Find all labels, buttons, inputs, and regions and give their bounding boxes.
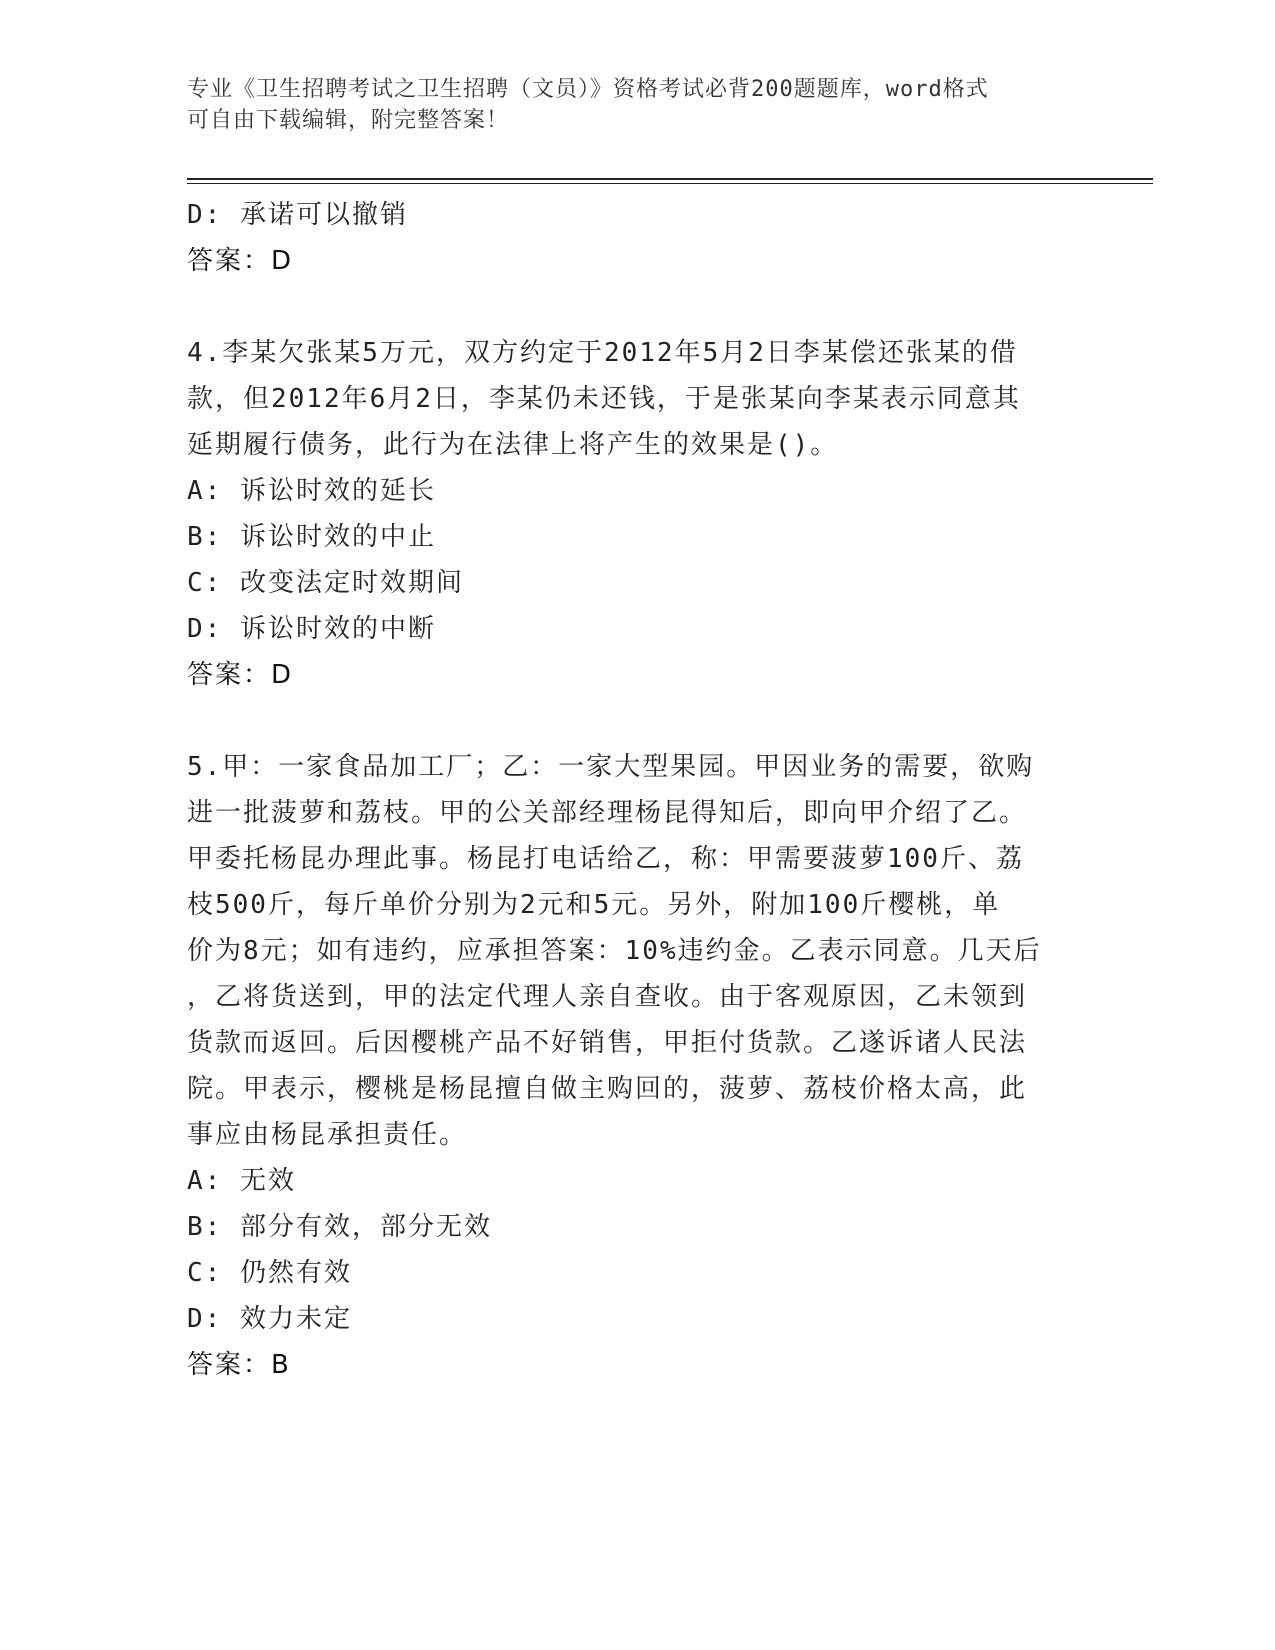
header-line: 可自由下载编辑，附完整答案！ — [187, 108, 510, 133]
header-divider-thick — [187, 178, 1153, 180]
question-5-text-line: 价为8元；如有违约，应承担答案：10%违约金。乙表示同意。几天后 — [187, 936, 1042, 966]
question-4-text-line: 款，但2012年6月2日，李某仍未还钱，于是张某向李某表示同意其 — [187, 384, 1021, 414]
question-4-option-b: B: 诉讼时效的中止 — [187, 522, 436, 552]
prev-question-answer: 答案：D — [187, 246, 294, 276]
spacer — [187, 284, 1077, 330]
question-5-option-a: A: 无效 — [187, 1166, 296, 1196]
question-5-answer: 答案：B — [187, 1350, 291, 1380]
question-4-answer: 答案：D — [187, 660, 294, 690]
question-4-option-d: D: 诉讼时效的中断 — [187, 614, 436, 644]
question-5-option-b: B: 部分有效，部分无效 — [187, 1212, 492, 1242]
prev-question-option-d: D: 承诺可以撤销 — [187, 200, 408, 230]
question-5-text-line: ，乙将货送到，甲的法定代理人亲自查收。由于客观原因，乙未领到 — [187, 982, 1028, 1012]
spacer — [187, 698, 1077, 744]
question-4-text-line: 延期履行债务，此行为在法律上将产生的效果是()。 — [187, 430, 839, 460]
question-5-text-line: 事应由杨昆承担责任。 — [187, 1120, 468, 1150]
question-5-text-line: 甲委托杨昆办理此事。杨昆打电话给乙，称：甲需要菠萝100斤、荔 — [187, 844, 1024, 874]
question-4-text-line: 4.李某欠张某5万元，双方约定于2012年5月2日李某偿还张某的借 — [187, 338, 1018, 368]
question-5-text-line: 货款而返回。后因樱桃产品不好销售，甲拒付货款。乙遂诉诸人民法 — [187, 1028, 1028, 1058]
question-5 — [187, 744, 1077, 1388]
header-divider-thin — [187, 183, 1153, 184]
question-5-text-line: 进一批菠萝和荔枝。甲的公关部经理杨昆得知后，即向甲介绍了乙。 — [187, 798, 1028, 828]
question-4-option-a: A: 诉讼时效的延长 — [187, 476, 436, 506]
question-5-text-line: 5.甲：一家食品加工厂；乙：一家大型果园。甲因业务的需要，欲购 — [187, 752, 1035, 782]
document-header — [187, 74, 1067, 136]
question-5-text-line: 枝500斤，每斤单价分别为2元和5元。另外，附加100斤樱桃，单 — [187, 890, 1001, 920]
question-5-option-d: D: 效力未定 — [187, 1304, 352, 1334]
question-content — [187, 192, 1077, 1388]
header-line: 专业《卫生招聘考试之卫生招聘（文员）》资格考试必背200题题库，word格式 — [187, 77, 989, 102]
question-5-text-line: 院。甲表示，樱桃是杨昆擅自做主购回的，菠萝、荔枝价格太高，此 — [187, 1074, 1028, 1104]
question-4 — [187, 330, 1077, 698]
question-5-option-c: C: 仍然有效 — [187, 1258, 352, 1288]
question-4-option-c: C: 改变法定时效期间 — [187, 568, 464, 598]
